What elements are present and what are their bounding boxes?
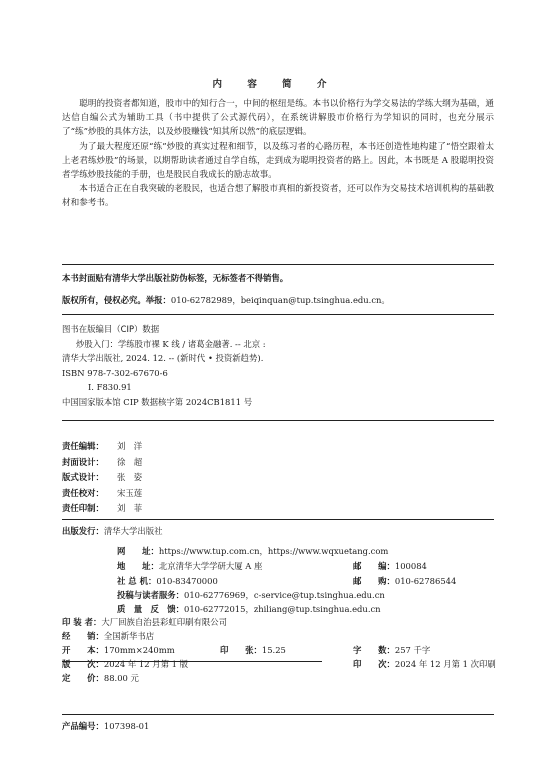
publisher-label: 出版发行： [62, 526, 104, 536]
anti-counterfeit-notice: 本书封面贴有清华大学出版社防伪标签，无标签者不得销售。 [62, 273, 289, 283]
cip-line: ISBN 978-7-302-67670-6 [62, 367, 168, 378]
credit-value: 宋玉莲 [117, 487, 143, 498]
publisher-name: 清华大学出版社 [103, 526, 163, 536]
divider [62, 314, 494, 315]
price-value: 88.00 元 [103, 673, 139, 683]
credit-row [62, 501, 262, 517]
divider [62, 714, 494, 715]
word-count-label: 字 数： [353, 645, 395, 655]
credit-row [62, 486, 262, 502]
printer-value: 大厂回族自治县彩虹印刷有限公司 [101, 617, 227, 627]
printing-row [353, 658, 496, 670]
word-count-row [353, 644, 430, 656]
mail-order-label: 邮 购： [353, 576, 395, 586]
printing-value: 2024 年 12 月第 1 次印刷 [394, 659, 496, 669]
word-count-value: 257 千字 [394, 645, 431, 655]
copyright-notice [62, 294, 502, 306]
edition-row [62, 658, 188, 670]
address-row [117, 560, 262, 572]
quality-feedback-row [117, 603, 381, 615]
credit-label: 责任印制： [62, 503, 104, 514]
credit-value: 张 姿 [117, 472, 143, 483]
summary-paragraph: 为了最大程度还原“练”炒股的真实过程和细节，以及练习者的心路历程，本书还创造性地构建了“悟空跟着太上老君练炒股”的场景，以期帮助读者通过自学自练，走到成为聪明投资者的路上。因此，本书既是 A 股聪明投资者学练炒股技能的手册，也是股民自我成长的励志故事。 [62, 141, 494, 181]
website-row [117, 545, 388, 557]
printer-label: 印 装 者： [62, 617, 102, 627]
copyright-notice-label: 版权所有，侵权必究。举报： [62, 295, 171, 305]
credit-row [62, 470, 262, 486]
page-title: 内 容 简 介 [212, 79, 338, 90]
format-label: 开 本： [62, 645, 104, 655]
cip-line: 清华大学出版社, 2024. 12. -- (新时代 • 投资新趋势). [62, 353, 264, 364]
content-summary [62, 97, 494, 211]
summary-paragraph: 本书适合正在自我突破的老股民，也适合想了解股市真相的新投资者，还可以作为交易技术培训机构的基础教材和参考书。 [62, 184, 494, 209]
product-code [62, 720, 149, 732]
edition-value: 2024 年 12 月第 1 版 [103, 659, 188, 669]
divider [62, 519, 494, 520]
mail-order-value: 010-62786544 [394, 576, 457, 586]
cip-title: 图书在版编目（CIP）数据 [62, 324, 160, 334]
credit-label: 责任编辑： [62, 441, 104, 451]
product-code-label: 产品编号： [62, 721, 104, 731]
distributor-label: 经 销： [62, 631, 104, 641]
printing-label: 印 次： [353, 659, 395, 669]
credit-value: 刘 洋 [117, 441, 143, 451]
zipcode-label: 邮 编： [353, 561, 395, 571]
distributor-value: 全国新华书店 [103, 631, 155, 641]
switchboard-value: 010-83470000 [156, 576, 218, 586]
credit-row [62, 455, 262, 471]
cip-line: 中国国家版本馆 CIP 数据核字第 2024CB1811 号 [62, 396, 253, 407]
cip-data [62, 322, 502, 410]
reader-service-value: 010-62776969，c-service@tup.tsinghua.edu.cn [184, 590, 385, 600]
switchboard-row [117, 575, 218, 587]
sheets-row [220, 644, 286, 656]
address-value: 北京清华大学学研大厦 A 座 [158, 561, 263, 571]
price-row [62, 672, 139, 684]
credit-label: 封面设计： [62, 456, 104, 467]
staff-credits [62, 439, 262, 517]
quality-feedback-label: 质 量 反 馈： [117, 604, 184, 614]
divider [62, 661, 322, 662]
quality-feedback-value: 010-62772015，zhiliang@tup.tsinghua.edu.cn [184, 604, 381, 614]
price-label: 定 价： [62, 673, 104, 683]
report-contact: 010-62782989，beiqinquan@tup.tsinghua.edu.cn。 [170, 295, 390, 305]
sheets-value: 15.25 [261, 645, 286, 655]
switchboard-label: 社 总 机： [117, 576, 157, 586]
zipcode-row [353, 560, 427, 572]
website-value: https://www.tup.com.cn，https://www.wqxuetang.com [158, 546, 389, 556]
credit-label: 责任校对： [62, 487, 104, 498]
credit-label: 版式设计： [62, 472, 104, 483]
credit-value: 刘 菲 [117, 503, 143, 514]
mail-order-row [353, 575, 456, 587]
zipcode-value: 100084 [394, 561, 427, 571]
format-value: 170mm×240mm [103, 645, 175, 655]
address-label: 地 址： [117, 561, 159, 571]
divider [62, 420, 494, 421]
product-code-value: 107398-01 [103, 721, 150, 731]
distributor-row [62, 630, 154, 642]
publisher-row [62, 525, 163, 537]
format-row [62, 644, 175, 656]
website-label: 网 址： [117, 546, 159, 556]
summary-paragraph: 聪明的投资者都知道，股市中的知行合一，中间的枢纽是练。本书以价格行为学交易法的学练大纲为基础，通达信自编公式为辅助工具（书中提供了公式源代码），在系统讲解股市价格行为学知识的同时，也充分展示了“练”炒股的具体方法，以及炒股赚钱“知其所以然”的底层逻辑。 [62, 99, 494, 138]
edition-label: 版 次： [62, 659, 104, 669]
credit-row [62, 439, 262, 455]
printer-row [62, 616, 227, 628]
reader-service-row [117, 589, 385, 601]
cip-line: 炒股入门：学练股市裸 K 线 / 诸葛金融著. -- 北京 : [76, 338, 266, 349]
reader-service-label: 投稿与读者服务： [117, 590, 184, 600]
sheets-label: 印 张： [220, 645, 262, 655]
credit-value: 徐 超 [117, 456, 143, 467]
cip-line: Ⅰ. F830.91 [88, 382, 132, 393]
divider [62, 264, 494, 265]
